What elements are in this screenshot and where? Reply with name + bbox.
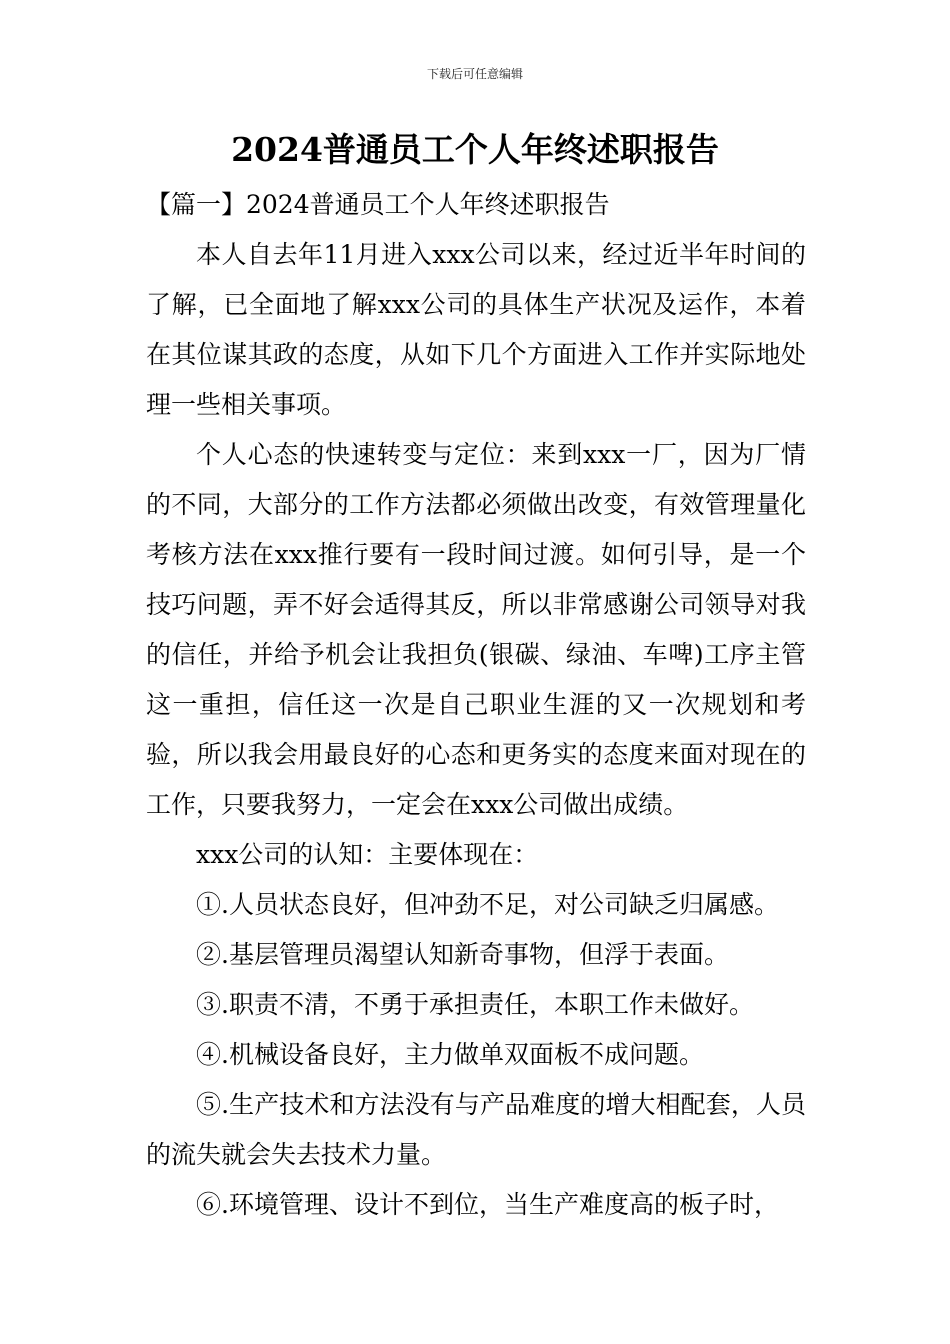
paragraph-intro: 本人自去年11月进入xxx公司以来，经过近半年时间的了解，已全面地了解xxx公司的具体生产状况及运作，本着在其位谋其政的态度，从如下几个方面进入工作并实际地处理一些相关事项。	[146, 240, 806, 419]
paragraph-company-cognition: xxx公司的认知：主要体现在：	[196, 840, 539, 869]
list-item-5: ⑤.生产技术和方法没有与产品难度的增大相配套，人员的流失就会失去技术力量。	[146, 1090, 806, 1169]
list-item-3: ③.职责不清，不勇于承担责任，本职工作未做好。	[196, 990, 754, 1019]
section-heading: 【篇一】2024普通员工个人年终述职报告	[146, 190, 610, 219]
document-body	[146, 180, 806, 1230]
list-item-2: ②.基层管理员渴望认知新奇事物，但浮于表面。	[196, 940, 729, 969]
paragraph-mindset: 个人心态的快速转变与定位：来到xxx一厂，因为厂情的不同，大部分的工作方法都必须做出改变，有效管理量化考核方法在xxx推行要有一段时间过渡。如何引导，是一个技巧问题，弄不好会适得其反，所以非常感谢公司领导对我的信任，并给予机会让我担负(银碳、绿油、车啤)工序主管这一重担，信任这一次是自己职业生涯的又一次规划和考验，所以我会用最良好的心态和更务实的态度来面对现在的工作，只要我努力，一定会在xxx公司做出成绩。	[146, 440, 806, 819]
list-item-1: ①.人员状态良好，但冲劲不足，对公司缺乏归属感。	[196, 890, 779, 919]
list-item-4: ④.机械设备良好，主力做单双面板不成问题。	[196, 1040, 704, 1069]
header-note: 下载后可任意编辑	[426, 67, 523, 81]
document-title: 2024普通员工个人年终述职报告	[231, 130, 719, 169]
list-item-6: ⑥.环境管理、设计不到位，当生产难度高的板子时，	[196, 1190, 779, 1219]
